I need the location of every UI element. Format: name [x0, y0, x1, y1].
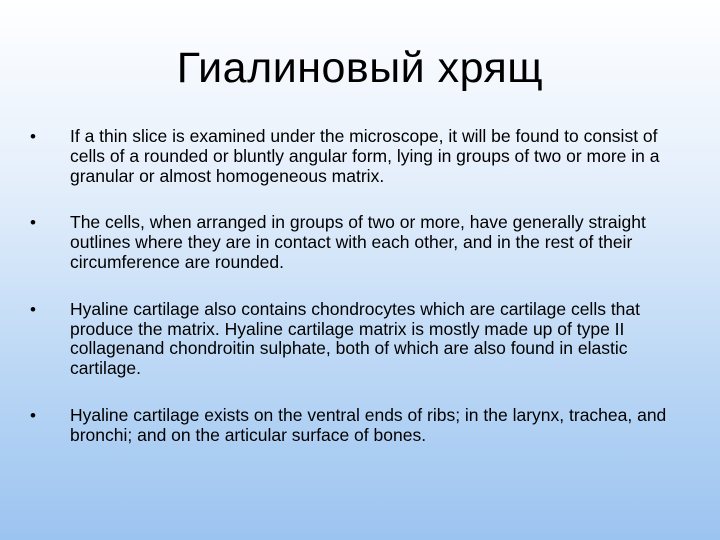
bullet-text: The cells, when arranged in groups of two or more, have generally straight outlines where they are in contact with each other, and in the rest of their circumference are rounded. [70, 212, 646, 272]
bullet-item [30, 300, 690, 379]
bullet-marker: • [30, 213, 36, 233]
slide-title: Гиалиновый хрящ [176, 44, 544, 92]
bullet-list [30, 127, 690, 473]
bullet-item [30, 127, 690, 186]
bullet-marker: • [30, 299, 36, 319]
bullet-text: Hyaline cartilage exists on the ventral ends of ribs; in the larynx, trachea, and bronchi; and on the articular surface of bones. [70, 404, 667, 445]
bullet-text: Hyaline cartilage also contains chondrocytes which are cartilage cells that produce the matrix. Hyaline cartilage matrix is mostly made up of type II collagenand chondroitin sulphate, both of which are also found in elastic cartilage. [70, 298, 641, 379]
bullet-text: If a thin slice is examined under the microscope, it will be found to consist of cells of a rounded or bluntly angular form, lying in groups of two or more in a granular or almost homogeneous matrix. [70, 126, 660, 186]
bullet-marker: • [30, 127, 36, 146]
bullet-item [30, 213, 690, 272]
bullet-marker: • [30, 405, 36, 425]
bullet-item [30, 406, 690, 446]
